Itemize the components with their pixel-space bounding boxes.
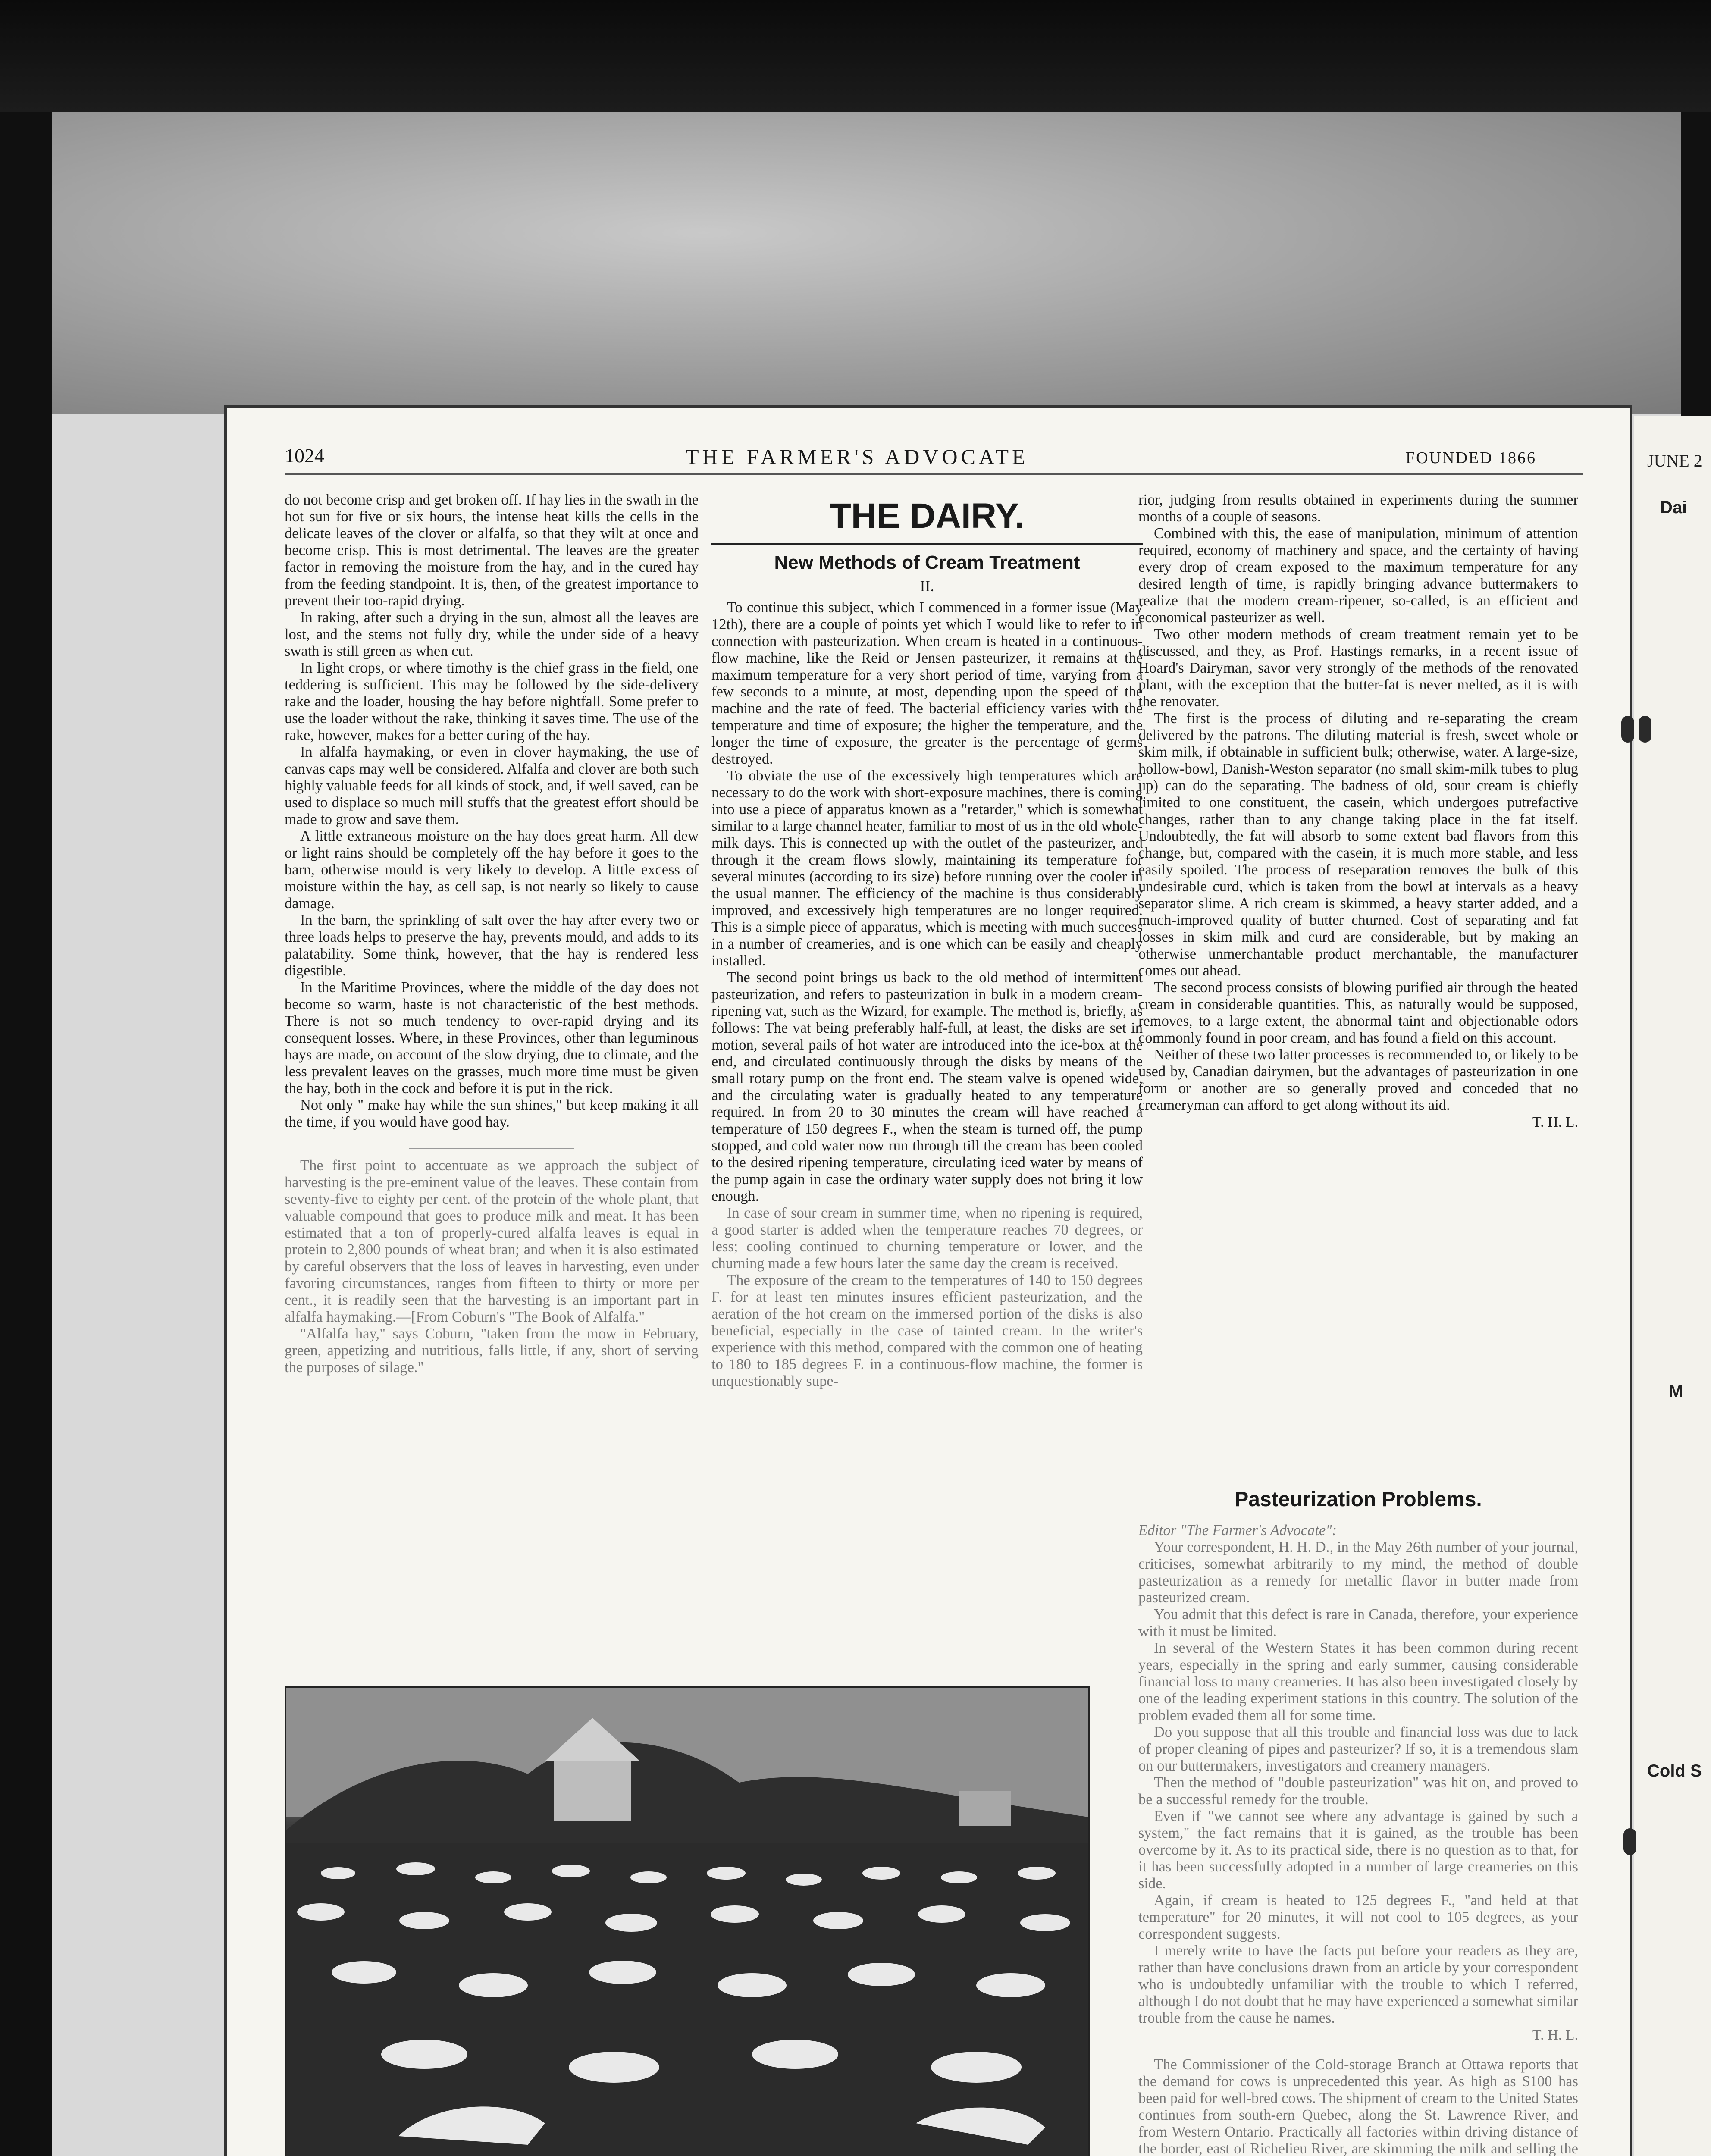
paragraph: The first is the process of diluting and re-separating the cream delivered by the patrons. The diluting material is fresh, sweet whole or skim milk, if obtainable in sufficient bulk; otherwise, water. A large-size, hollow-bowl, Danish-Weston separator (no small skim-milk tubes to plug up) can do the separating. The badness of old, sour cream is chiefly limited to one constituent, the casein, which undergoes putrefactive changes, rather than to any change taking place in the fat itself. Undoubtedly, the fat will absorb to some extent bad flavors from this change, but, compared with the casein, it is much more stable, and less easily spoiled. The process of reseparation removes the bulk of this undesirable curd, which is taken from the bowl at intervals as a heavy separator slime. A rich cream is skimmed, a heavy starter added, and a much-improved quality of butter churned. Cost of separating and fat losses in skim milk and curd are considerable, but by making an otherwise unmerchantable product merchantable, the manufacturer comes out ahead. [1138, 710, 1578, 979]
adjacent-date: JUNE 2 [1647, 451, 1702, 470]
paragraph: Then the method of "double pasteurization" was hit on, and proved to be a successful remedy for the trouble. [1138, 1774, 1578, 1808]
salutation: Editor "The Farmer's Advocate": [1138, 1522, 1337, 1539]
adjacent-page-edge [1634, 416, 1711, 2156]
paragraph: Not only " make hay while the sun shines," but keep making it all the time, if you would have good hay. [285, 1097, 699, 1130]
paragraph: In alfalfa haymaking, or even in clover haymaking, the use of canvas caps may well be considered. Alfalfa and clover are both such highly valuable feeds for all kinds of stock, and, if well saved, can be used to displace so much mill stuffs that the greatest effort should be made to grow and save them. [285, 744, 699, 827]
signature: T. H. L. [1532, 1114, 1578, 1130]
column-pasteurization [1138, 1522, 1578, 2156]
binding-hole [1621, 716, 1634, 743]
column-hay [285, 492, 699, 1617]
hay-field-illustration [286, 1688, 1088, 2156]
film-border-top [0, 0, 1711, 112]
column-dairy [711, 599, 1143, 1669]
paragraph: "Alfalfa hay," says Coburn, "taken from the mow in February, green, appetizing and nutritious, falls little, if any, short of serving the purposes of silage." [285, 1326, 699, 1376]
binding-hole [1623, 1828, 1636, 1855]
paragraph: The first point to accentuate as we approach the subject of harvesting is the pre-eminent value of the leaves. These contain from seventy-five to eighty per cent. of the protein of the whole plant, that valuable compound that goes to produce milk and meat. It has been estimated that a ton of properly-cured alfalfa leaves is equal in protein to 2,800 pounds of wheat bran; and when it is also estimated by careful observers that the loss of leaves in harvesting, even under favoring circumstances, ranges from fifteen to thirty or more per cent., it is readily seen that the harvesting is an important part in alfalfa haymaking.—[From Coburn's "The Book of Alfalfa." [285, 1157, 699, 1325]
paragraph: In case of sour cream in summer time, when no ripening is required, a good starter is added when the temperature reaches 70 degrees, or less; cooling continued to churning temperature or lower, and the churning made a few hours later the same day the cream is received. [711, 1205, 1143, 1272]
photo-alfalfa-hay-caps [285, 1686, 1090, 2156]
paragraph: Your correspondent, H. H. D., in the May 26th number of your journal, criticises, somewhat arbitrarily to my mind, the method of double pasteurization as a remedy for metallic flavor in butter made from pasteurized cream. [1138, 1539, 1578, 1606]
paragraph: To continue this subject, which I commenced in a former issue (May 12th), there are a couple of points yet which I would like to refer to in connection with pasteurization. When cream is heated in a continuous-flow machine, like the Reid or Jensen pasteurizer, it remains at the maximum temperature for a very short period of time, varying from a few seconds to a minute, at most, depending upon the speed of the machine and the rate of feed. The bacterial efficiency varies with the temperature and time of exposure; the higher the temperature, and the longer the time of exposure, the greater is the percentage of germs destroyed. [711, 599, 1143, 767]
paragraph: The second process consists of blowing purified air through the heated cream in considerable quantities. This, as naturally would be supposed, removes, to a large extent, the abnormal taint and objectionable odors commonly found in poor cream, and has found a field on this account. [1138, 979, 1578, 1046]
page-number: 1024 [285, 445, 324, 467]
signature: T. H. L. [1532, 2027, 1578, 2043]
paragraph: A little extraneous moisture on the hay does great harm. All dew or light rains should be completely off the hay before it goes to the barn, otherwise mould is very likely to develop. A little excess of moisture within the hay, as cell sap, is not nearly so likely to cause damage. [285, 828, 699, 912]
founded-note: FOUNDED 1866 [1406, 449, 1537, 467]
adjacent-heading-dai: Dai [1660, 498, 1687, 517]
paragraph: You admit that this defect is rare in Canada, therefore, your experience with it must be limited. [1138, 1606, 1578, 1639]
paragraph: Combined with this, the ease of manipulation, minimum of attention required, economy of machinery and space, and the certainty of having every drop of cream exposed to the maximum temperature for any desired length of time, is rapidly bringing advance buttermakers to realize that the modern cream-ripener, so-called, is an efficient and economical pasteurizer as well. [1138, 525, 1578, 626]
paragraph: To obviate the use of the excessively high temperatures which are necessary to do the work with short-exposure machines, there is coming into use a piece of apparatus known as a "retarder," which is somewhat similar to a large channel heater, familiar to most of us in the old whole-milk days. This is connected up with the outlet of the pasteurizer, and through it the cream flows slowly, maintaining its temperature for several minutes (according to its size) before running over the cooler in the usual manner. The efficiency of the machine is thus considerably improved, and excessively high temperatures are no longer required. This is a simple piece of apparatus, which is meeting with much success in a number of creameries, and is one which can be easily and cheaply installed. [711, 768, 1143, 969]
adjacent-heading-cold: Cold S [1647, 1761, 1702, 1780]
paragraph: The exposure of the cream to the temperatures of 140 to 150 degrees F. for at least ten minutes insures efficient pasteurization, and the aeration of the hot cream on the immersed portion of the disks is also beneficial, especially in the case of tainted cream. In the writer's experience with this method, compared with the common one of heating to 180 to 185 degrees F. in a continuous-flow machine, the former is unquestionably supe- [711, 1272, 1143, 1389]
article-part: II. [920, 577, 934, 595]
masthead: THE FARMER'S ADVOCATE [686, 445, 1029, 469]
section-heading: THE DAIRY. [829, 496, 1025, 536]
scan-background [52, 112, 1682, 414]
section-rule [711, 543, 1143, 545]
article-title: New Methods of Cream Treatment [774, 552, 1080, 573]
paragraph: The second point brings us back to the old method of intermittent pasteurization, and refers to pasteurization in bulk in a modern cream-ripening vat, such as the Wizard, for example. The method is, briefly, as follows: The vat being preferably half-full, at least, the disks are set in motion, several pails of hot water are introduced into the ice-box at the end, and circulated continuously through the disks by means of the small rotary pump on the front end. The steam valve is opened wide, and the circulating water is gradually heated to any temperature required. In from 20 to 30 minutes the cream will have reached a temperature of 150 degrees F., when the steam is turned off, the pump stopped, and cold water now run through till the cream has been cooled to the desired ripening temperature, circulating iced water by means of the pump again in case the ordinary water supply does not bring it low enough. [711, 969, 1143, 1204]
binding-hole [1639, 716, 1651, 743]
column-cream [1138, 492, 1578, 1479]
film-border-left [0, 112, 52, 2156]
adjacent-heading-m: M [1669, 1382, 1683, 1401]
header-rule [285, 473, 1583, 475]
paragraph: In raking, after such a drying in the sun, almost all the leaves are lost, and the stems not fully dry, while the under side of a heavy swath is still green as when cut. [285, 609, 699, 659]
paragraph: I merely write to have the facts put before your readers as they are, rather than have conclusions drawn from an article by your correspondent who is undoubtedly unfamiliar with the trouble to which I referred, although I do not doubt that he may have experienced a somewhat similar trouble from the cause he names. [1138, 1943, 1578, 2026]
paragraph: In the barn, the sprinkling of salt over the hay after every two or three loads helps to preserve the hay, prevents mould, and adds to its palatability. Some think, however, that the hay is rendered less digestible. [285, 912, 699, 979]
paragraph: In light crops, or where timothy is the chief grass in the field, one teddering is sufficient. This may be followed by the side-delivery rake and the loader, housing the hay before nightfall. Some prefer to use the loader without the rake, thinking it saves time. The use of the rake, however, makes for a better curing of the hay. [285, 660, 699, 743]
paragraph: Neither of these two latter processes is recommended to, or likely to be used by, Canadian dairymen, but the advantages of pasteurization in one form or another are so generally proved and conceded that no creameryman can afford to get along without its aid. [1138, 1047, 1578, 1113]
paragraph: Again, if cream is heated to 125 degrees F., "and held at that temperature" for 20 minutes, it will not cool to 105 degrees, as your correspondent suggests. [1138, 1892, 1578, 1942]
article-title: Pasteurization Problems. [1235, 1488, 1482, 1511]
paragraph: In several of the Western States it has been common during recent years, especially in the spring and early summer, causing considerable financial loss to many creameries. It has also been investigated closely by one of the leading experiment stations in this country. The solution of the problem evaded them all for some time. [1138, 1640, 1578, 1724]
section-divider [409, 1131, 574, 1149]
paragraph: Do you suppose that all this trouble and financial loss was due to lack of proper cleaning of pipes and pasteurizer? If so, it is a tremendous slam on our buttermakers, investigators and creamery managers. [1138, 1724, 1578, 1774]
paragraph: In the Maritime Provinces, where the middle of the day does not become so warm, haste is not characteristic of the best methods. There is not so much tendency to over-rapid drying and its consequent losses. Where, in these Provinces, other than leguminous hays are made, on account of the slow drying, due to climate, and the less prevalent leaves on the grasses, much more time must be given the hay, both in the cock and before it is put in the rick. [285, 979, 699, 1097]
paragraph: rior, judging from results obtained in experiments during the summer months of a couple of seasons. [1138, 492, 1578, 525]
paragraph: The Commissioner of the Cold-storage Branch at Ottawa reports that the demand for cows is unprecedented this year. As high as $100 has been paid for well-bred cows. The shipment of cream to the United States continues from south-ern Quebec, along the St. Lawrence River, and from Western Ontario. Practically all factories within driving distance of the border, east of Richelieu River, are skimming the milk and selling the [1138, 2056, 1578, 2156]
paragraph: Two other modern methods of cream treatment remain yet to be discussed, and they, as Prof. Hastings remarks, in a recent issue of Hoard's Dairyman, savor very strongly of the methods of the renovated plant, with the exception that the butter-fat is never melted, as it is with the renovater. [1138, 626, 1578, 710]
paragraph: Even if "we cannot see where any advantage is gained by such a system," the fact remains that it is gained, as the trouble has been overcome by it. As to its practical side, there is no question as to that, for it has been successfully adopted in a number of large creameries on this side. [1138, 1808, 1578, 1892]
paragraph: do not become crisp and get broken off. If hay lies in the swath in the hot sun for five or six hours, the intense heat kills the cells in the delicate leaves of the clover or alfalfa, so that they wilt at once and become crisp. This is most detrimental. The leaves are the greater factor in removing the moisture from the hay, and in the cured hay from the feeding standpoint. It is, then, of the greatest importance to prevent their too-rapid drying. [285, 492, 699, 609]
